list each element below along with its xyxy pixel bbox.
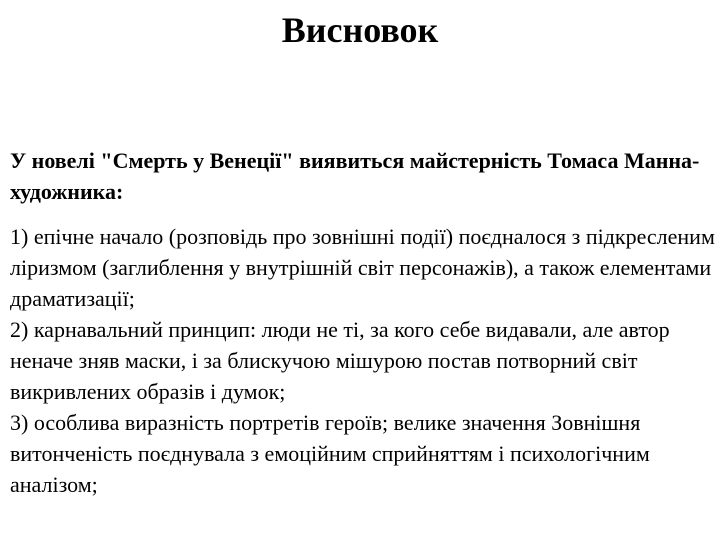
list-item: 2) карнавальний принцип: люди не ті, за кого себе видавали, але автор неначе зняв маски, і за блискучою мішурою постав потворний світ викривлених образів і думок;	[10, 317, 670, 404]
intro-text: У новелі "Смерть у Венеції" виявиться майстерність Томаса Манна-художника:	[10, 148, 700, 204]
list-item: 1) епічне начало (розповідь про зовнішні події) поєдналося з підкресленим ліризмом (заглиблення у внутрішній світ персонажів), а також елементами драматизації;	[10, 224, 715, 311]
slide-title: Висновок	[281, 10, 439, 50]
list-item: 3) особлива виразність портретів героїв; велике значення Зовнішня витонченість поєднувала з емоційним сприйняттям і психологічним аналізом;	[10, 410, 650, 497]
conclusion-list	[10, 221, 715, 500]
slide-content	[10, 145, 715, 500]
